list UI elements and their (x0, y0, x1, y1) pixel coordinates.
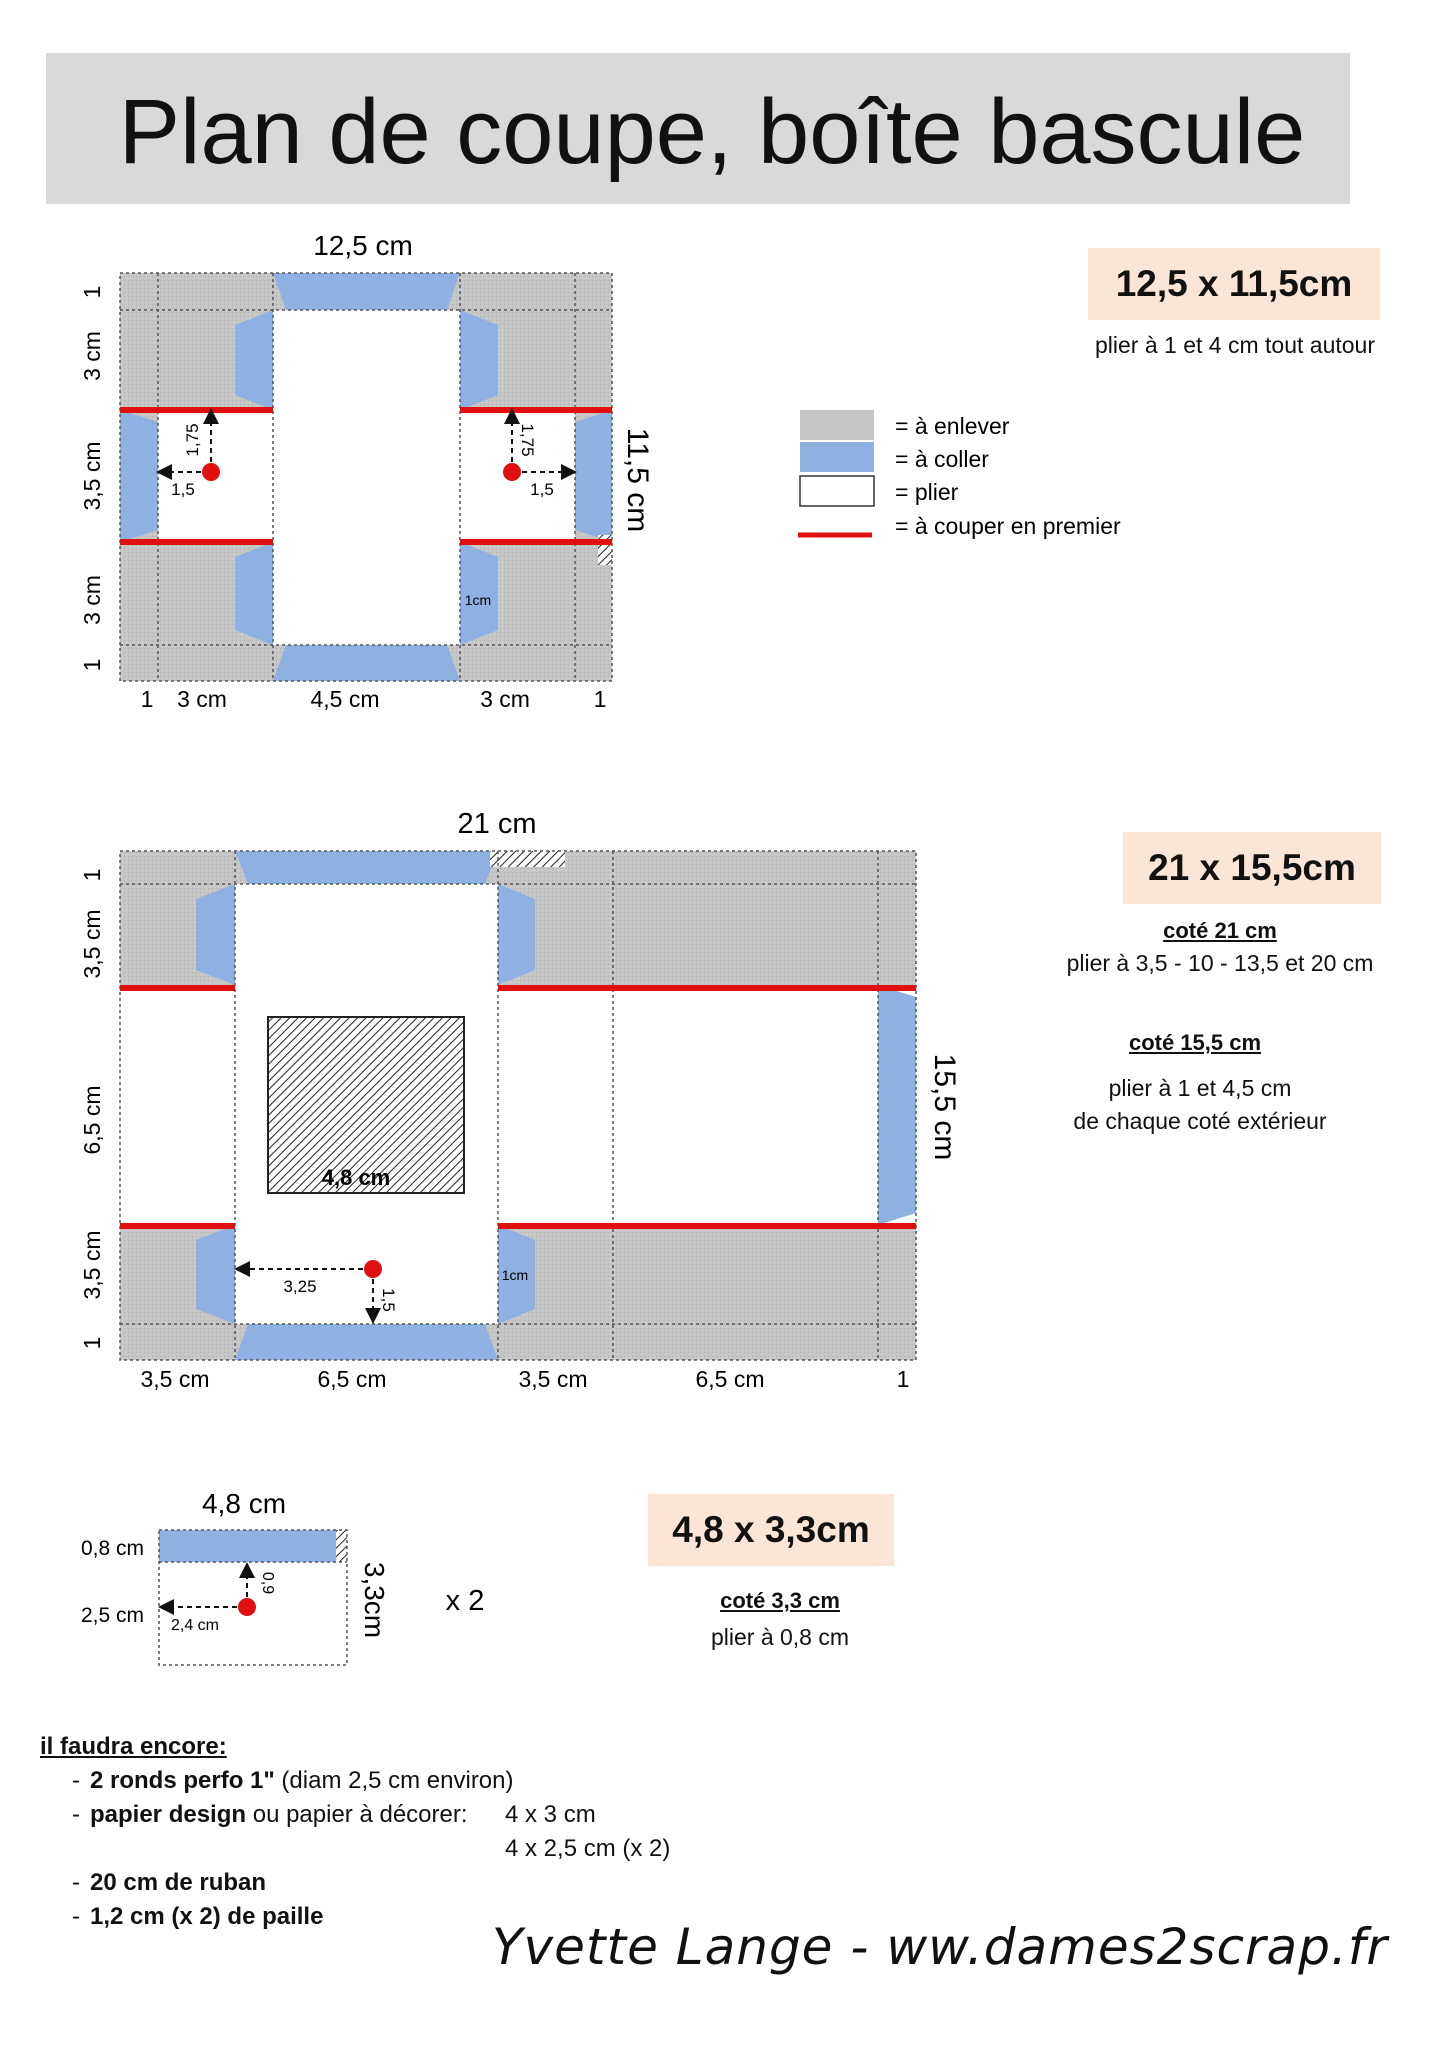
piece-3-side-title: coté 3,3 cm (720, 1588, 840, 1613)
legend (798, 410, 1121, 539)
piece-3-left-label: 0,8 cm (80, 1537, 144, 1560)
materials-item (40, 1866, 514, 1900)
bullet-dash: - (72, 1801, 80, 1828)
piece-1-glue-top-left (235, 310, 273, 410)
piece-2-left-label: 1 (79, 868, 105, 882)
piece-1-hole-left-v: 1,75 (183, 423, 202, 457)
piece-2-side21-title: coté 21 cm (1163, 918, 1277, 943)
materials-item-extra: 4 x 3 cm (505, 1801, 596, 1828)
materials-item-text: ou papier à décorer: (246, 1801, 468, 1828)
piece-3-hole-h: 2,4 cm (170, 1617, 220, 1634)
piece-2-middle-fold (120, 985, 916, 1225)
piece-1-glue-right (575, 410, 612, 542)
piece-1-top-label: 12,5 cm (313, 230, 413, 261)
piece-2-glue-bottom-left (196, 1225, 235, 1324)
piece-2-tab-label: 1cm (501, 1267, 529, 1283)
piece-1-hole-right (503, 463, 521, 481)
piece-1-dimension-tag: 12,5 x 11,5cm (1088, 248, 1380, 320)
piece-1-note: plier à 1 et 4 cm tout autour (1095, 332, 1375, 358)
piece-1-left-label: 3,5 cm (79, 441, 105, 511)
piece-1-glue-top (273, 273, 460, 310)
piece-1-glue-top-right (460, 310, 498, 410)
piece-1-bottom-label: 1 (593, 686, 607, 712)
piece-2-bottom-label: 3,5 cm (518, 1366, 588, 1392)
piece-1-bottom-label: 3 cm (480, 686, 530, 712)
piece-2-bottom-label: 6,5 cm (695, 1366, 765, 1392)
materials-list (40, 1730, 671, 1934)
materials-item-extra: 4 x 2,5 cm (x 2) (505, 1835, 671, 1862)
materials-item (40, 1832, 671, 1866)
piece-2-glue-top-left (196, 884, 235, 985)
legend-swatch-glue (800, 442, 874, 472)
piece-3-plan (81, 1488, 484, 1665)
materials-item-bold: 20 cm de ruban (90, 1869, 267, 1896)
piece-2-window-label: 4,8 cm (321, 1165, 391, 1190)
piece-1-hole-right-v: 1,75 (518, 423, 537, 457)
piece-2-hole (364, 1260, 382, 1278)
piece-1-tab-label: 1cm (464, 592, 492, 608)
materials-title: il faudra encore: (40, 1733, 227, 1760)
piece-2-left-label: 3,5 cm (79, 1230, 105, 1300)
materials-item-text: (diam 2,5 cm environ) (274, 1767, 514, 1794)
piece-2-hole-v: 1,5 (379, 1288, 398, 1312)
piece-3-hatch-mark (336, 1530, 347, 1562)
piece-2-side155-note2: de chaque coté extérieur (1073, 1108, 1327, 1134)
piece-1-glue-bottom (273, 645, 460, 681)
page-title: Plan de coupe, boîte bascule (118, 81, 1306, 183)
piece-2-bottom-label: 6,5 cm (317, 1366, 387, 1392)
bullet-dash: - (72, 1869, 80, 1896)
piece-2-dimension-tag: 21 x 15,5cm (1123, 832, 1381, 904)
bullet-dash: - (72, 1767, 80, 1794)
materials-item-bold: 1,2 cm (x 2) de paille (90, 1903, 324, 1930)
piece-1-left-label: 1 (79, 285, 105, 299)
piece-1-bottom-label: 1 (140, 686, 154, 712)
piece-2-top-label: 21 cm (457, 808, 537, 840)
materials-item (40, 1764, 514, 1798)
piece-3-top-label: 4,8 cm (201, 1488, 287, 1519)
piece-1-left-label: 3 cm (79, 575, 105, 625)
piece-1-hole-right-h: 1,5 (530, 480, 554, 499)
piece-1-left-label: 3 cm (79, 331, 105, 381)
piece-1-bottom-label: 3 cm (177, 686, 227, 712)
piece-2-left-label: 6,5 cm (79, 1085, 105, 1155)
piece-2-glue-right (878, 985, 916, 1225)
piece-2-left-label: 3,5 cm (79, 909, 105, 979)
piece-2-side155-title: coté 15,5 cm (1128, 1030, 1262, 1055)
piece-1-left-label: 1 (79, 658, 105, 672)
piece-2-glue-bottom (235, 1324, 498, 1360)
piece-2-glue-top-right (498, 884, 535, 985)
piece-1-center-fold (273, 310, 460, 645)
legend-swatch-fold (800, 476, 874, 506)
piece-1-side-label: 11,5 cm (621, 427, 654, 533)
legend-label: = plier (895, 479, 959, 505)
piece-3-glue-strip (159, 1530, 347, 1562)
piece-2-left-label: 1 (79, 1336, 105, 1350)
piece-2-bottom-label: 1 (896, 1366, 910, 1392)
piece-2-glue-top (235, 851, 498, 884)
piece-3-side-note: plier à 0,8 cm (710, 1624, 850, 1650)
piece-1-glue-bottom-left (235, 542, 273, 645)
piece-3-hole-v: 0,9 (259, 1571, 276, 1595)
materials-item (40, 1900, 514, 1934)
legend-label: = à coller (895, 446, 989, 472)
piece-3-left-label: 2,5 cm (80, 1604, 144, 1627)
piece-2-bottom-label: 3,5 cm (140, 1366, 210, 1392)
author-signature: Yvette Lange - ww.dames2scrap.fr (492, 1918, 1388, 1976)
piece-2-side-label: 15,5 cm (928, 1053, 961, 1161)
materials-item (40, 1798, 596, 1832)
piece-3-multiplier: x 2 (445, 1585, 485, 1617)
bullet-dash: - (72, 1903, 80, 1930)
piece-3-hole (238, 1598, 256, 1616)
piece-2-hole-h: 3,25 (283, 1277, 317, 1296)
legend-label: = à couper en premier (895, 513, 1121, 539)
piece-2-hatch-mark (490, 851, 565, 867)
piece-1-bottom-label: 4,5 cm (310, 686, 380, 712)
piece-3-dimension-tag: 4,8 x 3,3cm (648, 1494, 894, 1566)
piece-1-glue-left (120, 410, 158, 542)
legend-label: = à enlever (895, 413, 1010, 439)
piece-2-plan (79, 808, 961, 1392)
materials-item-bold: papier design (90, 1801, 247, 1828)
piece-1-hole-left-h: 1,5 (171, 480, 195, 499)
materials-item-bold: 2 ronds perfo 1" (90, 1767, 275, 1794)
piece-1-hole-left (202, 463, 220, 481)
legend-swatch-remove (800, 410, 874, 440)
piece-1-plan (79, 230, 654, 712)
piece-2-side155-note1: plier à 1 et 4,5 cm (1108, 1075, 1292, 1101)
piece-2-side21-note: plier à 3,5 - 10 - 13,5 et 20 cm (1066, 950, 1374, 976)
piece-3-side-label: 3,3cm (359, 1561, 390, 1639)
